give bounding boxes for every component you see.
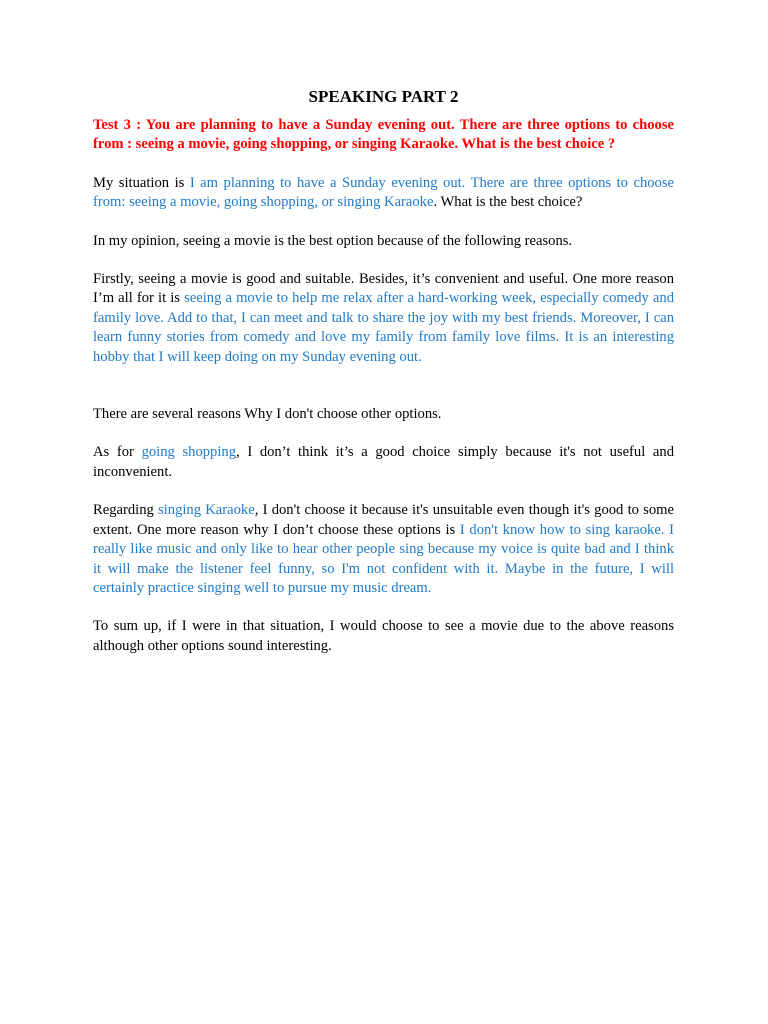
reasons-highlight: seeing a movie to help me relax after a hard-working week, especially comedy and family love. Add to that, I can meet and talk to share the joy with my best friends. Moreover, I can learn funny stories from comedy and love my family from family love films. It is an interesting hobby that I will keep doing on my Sunday evening out. [93,290,674,365]
shopping-prefix: As for [93,444,142,461]
karaoke-prefix: Regarding [93,502,159,519]
other-options-paragraph: There are several reasons Why I don't choose other options. [93,406,442,423]
reasons-paragraph [93,270,674,367]
reasons-prefix: Firstly, seeing a movie is good and suitable. Besides, it’s convenient and useful. One more reason I’m all for it is [93,271,674,307]
karaoke-middle: , I don't choose it because it's unsuitable even though it's good to some extent. One more reason why I don’t choose these options is [93,502,674,538]
karaoke-paragraph [93,501,674,598]
test-question: Test 3 : You are planning to have a Sunday evening out. There are three options to choose from : seeing a movie, going shopping, or singing Karaoke. What is the best choice ? [93,117,674,153]
situation-paragraph [93,174,674,213]
karaoke-highlight-1: singing Karaoke [158,502,255,519]
opinion-paragraph: In my opinion, seeing a movie is the best option because of the following reasons. [93,232,573,249]
conclusion-paragraph: To sum up, if I were in that situation, I would choose to see a movie due to the above reasons although other options sound interesting. [93,618,674,654]
shopping-highlight: going shopping [141,444,236,461]
situation-prefix: My situation is [93,174,190,191]
karaoke-highlight-2: I don't know how to sing karaoke. I really like music and only like to hear other people sing because my voice is quite bad and I think it will make the listener feel funny, so I'm not confident with it. Maybe in the future, I will certainly practice singing well to pursue my music dream. [93,521,674,596]
page-title: SPEAKING PART 2 [308,87,459,106]
situation-highlight: I am planning to have a Sunday evening out. There are three options to choose from: seeing a movie, going shopping, or singing Karaoke [93,174,674,211]
shopping-paragraph [93,443,674,482]
shopping-suffix: , I don’t think it’s a good choice simply because it's not useful and inconvenient. [93,444,674,480]
document-body [93,86,674,675]
situation-suffix: . What is the best choice? [433,194,583,211]
